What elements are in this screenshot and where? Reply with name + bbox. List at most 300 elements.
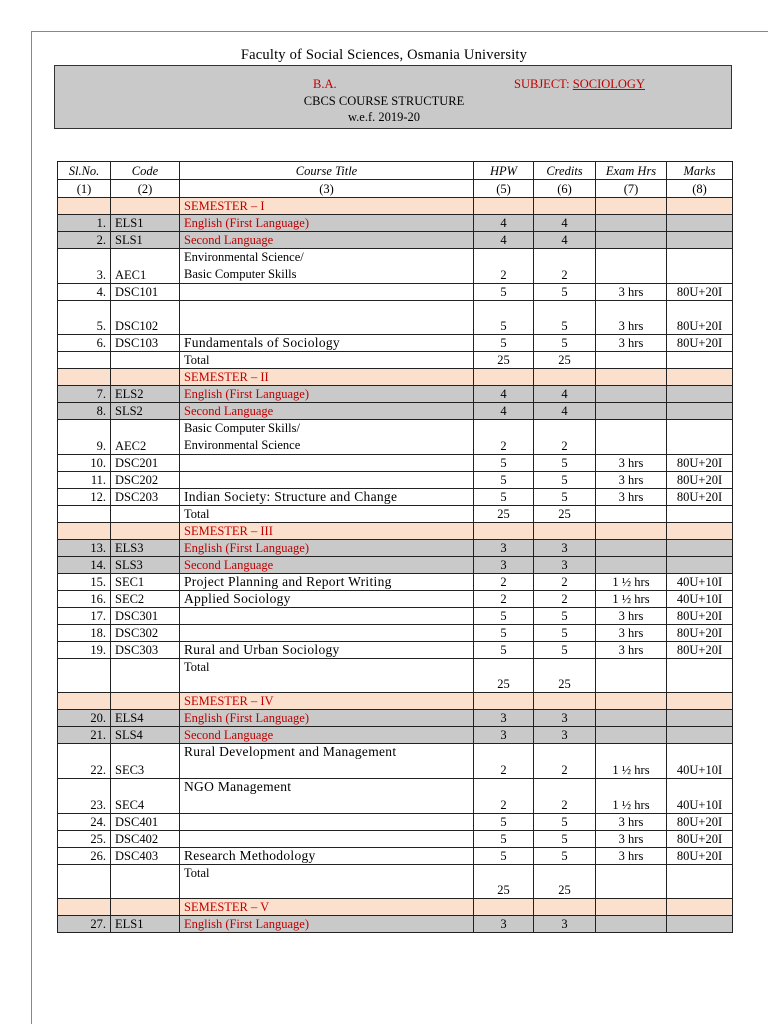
course-row xyxy=(58,608,733,625)
course-row xyxy=(58,284,733,301)
column-number: (1) xyxy=(58,180,111,198)
course-title-cell: Second Language xyxy=(180,727,474,744)
sl-no-cell: 5. xyxy=(58,301,111,335)
course-title-cell: English (First Language) xyxy=(180,710,474,727)
course-title-cell xyxy=(180,455,474,472)
course-code-cell: DSC103 xyxy=(111,335,180,352)
subject-label xyxy=(514,77,645,92)
course-row xyxy=(58,814,733,831)
course-row xyxy=(58,489,733,506)
course-title-cell xyxy=(180,420,474,455)
credits-cell xyxy=(534,523,596,540)
credits-cell: 25 xyxy=(534,865,596,899)
course-row xyxy=(58,642,733,659)
sl-no-cell: 25. xyxy=(58,831,111,848)
credits-cell: 2 xyxy=(534,249,596,284)
sl-no-cell xyxy=(58,352,111,369)
credits-cell: 3 xyxy=(534,727,596,744)
exam-cell xyxy=(596,693,667,710)
marks-cell xyxy=(667,232,733,249)
sl-no-cell: 22. xyxy=(58,744,111,779)
course-title-cell xyxy=(180,472,474,489)
sl-no-cell: 2. xyxy=(58,232,111,249)
course-code-cell: DSC203 xyxy=(111,489,180,506)
course-code-cell: DSC303 xyxy=(111,642,180,659)
exam-hrs-cell xyxy=(596,249,667,284)
course-title-cell: Second Language xyxy=(180,557,474,574)
course-title-line-2: Environmental Science xyxy=(184,438,301,452)
course-code-cell: SLS4 xyxy=(111,727,180,744)
course-code-cell xyxy=(111,659,180,693)
course-title-cell: Total xyxy=(180,506,474,523)
marks-cell xyxy=(667,352,733,369)
course-code-cell: SEC3 xyxy=(111,744,180,779)
exam-hrs-cell: 3 hrs xyxy=(596,848,667,865)
exam-hrs-cell xyxy=(596,865,667,899)
exam-hrs-cell: 3 hrs xyxy=(596,489,667,506)
course-code-cell: DSC102 xyxy=(111,301,180,335)
hpw-cell xyxy=(474,198,534,215)
column-header: Course Title xyxy=(180,162,474,180)
course-code-cell: DSC101 xyxy=(111,284,180,301)
course-title-line-1: Environmental Science/ xyxy=(184,250,304,264)
marks-cell xyxy=(667,540,733,557)
column-header: Credits xyxy=(534,162,596,180)
exam-cell xyxy=(596,523,667,540)
course-row xyxy=(58,386,733,403)
hpw-cell: 2 xyxy=(474,420,534,455)
credits-cell xyxy=(534,693,596,710)
course-code-cell: AEC2 xyxy=(111,420,180,455)
code-cell xyxy=(111,693,180,710)
course-code-cell: DSC301 xyxy=(111,608,180,625)
hpw-cell: 3 xyxy=(474,727,534,744)
course-title-cell: Rural and Urban Sociology xyxy=(180,642,474,659)
credits-cell: 2 xyxy=(534,779,596,814)
course-row xyxy=(58,848,733,865)
sl-no-cell: 14. xyxy=(58,557,111,574)
course-title-cell xyxy=(180,814,474,831)
course-code-cell: ELS1 xyxy=(111,916,180,933)
credits-cell xyxy=(534,369,596,386)
exam-hrs-cell: 1 ½ hrs xyxy=(596,744,667,779)
hpw-cell xyxy=(474,369,534,386)
code-cell xyxy=(111,899,180,916)
exam-cell xyxy=(596,369,667,386)
faculty-heading: Faculty of Social Sciences, Osmania University xyxy=(240,47,528,63)
marks-cell: 80U+20I xyxy=(667,642,733,659)
sl-no-cell: 27. xyxy=(58,916,111,933)
exam-hrs-cell xyxy=(596,727,667,744)
course-row xyxy=(58,403,733,420)
credits-cell: 5 xyxy=(534,848,596,865)
program-label: B.A. xyxy=(313,77,337,91)
exam-cell xyxy=(596,899,667,916)
hpw-cell: 2 xyxy=(474,249,534,284)
course-code-cell: SEC1 xyxy=(111,574,180,591)
hpw-cell: 5 xyxy=(474,831,534,848)
credits-cell: 5 xyxy=(534,608,596,625)
exam-hrs-cell xyxy=(596,232,667,249)
exam-cell xyxy=(596,198,667,215)
sl-no-cell: 21. xyxy=(58,727,111,744)
sl-no-cell: 7. xyxy=(58,386,111,403)
course-code-cell: SLS2 xyxy=(111,403,180,420)
marks-cell xyxy=(667,727,733,744)
credits-cell: 3 xyxy=(534,557,596,574)
marks-cell: 80U+20I xyxy=(667,489,733,506)
hpw-cell: 5 xyxy=(474,625,534,642)
marks-cell: 80U+20I xyxy=(667,472,733,489)
exam-hrs-cell xyxy=(596,215,667,232)
hpw-cell: 2 xyxy=(474,744,534,779)
hpw-cell: 4 xyxy=(474,215,534,232)
credits-cell: 4 xyxy=(534,215,596,232)
exam-hrs-cell xyxy=(596,710,667,727)
semester-row xyxy=(58,369,733,386)
exam-hrs-cell: 3 hrs xyxy=(596,301,667,335)
course-code-cell: DSC201 xyxy=(111,455,180,472)
sl-no-cell: 24. xyxy=(58,814,111,831)
credits-cell: 2 xyxy=(534,574,596,591)
marks-cell xyxy=(667,659,733,693)
code-cell xyxy=(111,369,180,386)
course-title-cell: English (First Language) xyxy=(180,386,474,403)
course-row xyxy=(58,779,733,814)
exam-hrs-cell: 3 hrs xyxy=(596,814,667,831)
course-row xyxy=(58,710,733,727)
semester-title: SEMESTER – II xyxy=(180,369,474,386)
course-title-cell xyxy=(180,249,474,284)
marks-cell xyxy=(667,557,733,574)
exam-hrs-cell xyxy=(596,659,667,693)
course-title-cell: Rural Development and Management xyxy=(180,744,474,779)
course-title-cell: English (First Language) xyxy=(180,215,474,232)
total-row xyxy=(58,865,733,899)
sl-no-cell: 11. xyxy=(58,472,111,489)
hpw-cell: 5 xyxy=(474,301,534,335)
hpw-cell: 4 xyxy=(474,232,534,249)
exam-hrs-cell: 3 hrs xyxy=(596,608,667,625)
course-row xyxy=(58,916,733,933)
sl-no-cell: 10. xyxy=(58,455,111,472)
course-title-cell xyxy=(180,625,474,642)
sl-no-cell: 4. xyxy=(58,284,111,301)
hpw-cell xyxy=(474,693,534,710)
column-header: Sl.No. xyxy=(58,162,111,180)
column-header: Marks xyxy=(667,162,733,180)
semester-title: SEMESTER – III xyxy=(180,523,474,540)
credits-cell: 4 xyxy=(534,232,596,249)
sl-no-cell: 17. xyxy=(58,608,111,625)
course-code-cell: SLS3 xyxy=(111,557,180,574)
structure-title: CBCS COURSE STRUCTURE xyxy=(303,94,465,108)
exam-hrs-cell xyxy=(596,420,667,455)
sl-no-cell: 6. xyxy=(58,335,111,352)
hpw-cell: 3 xyxy=(474,916,534,933)
course-title-cell: English (First Language) xyxy=(180,916,474,933)
hpw-cell: 4 xyxy=(474,403,534,420)
hpw-cell: 3 xyxy=(474,710,534,727)
sl-no-cell: 26. xyxy=(58,848,111,865)
hpw-cell xyxy=(474,899,534,916)
marks-cell xyxy=(667,916,733,933)
credits-cell: 5 xyxy=(534,455,596,472)
course-row xyxy=(58,574,733,591)
course-row xyxy=(58,727,733,744)
exam-hrs-cell: 3 hrs xyxy=(596,455,667,472)
marks-cell xyxy=(667,420,733,455)
exam-hrs-cell xyxy=(596,506,667,523)
course-code-cell: AEC1 xyxy=(111,249,180,284)
credits-cell: 3 xyxy=(534,540,596,557)
sl-no-cell: 16. xyxy=(58,591,111,608)
column-header: HPW xyxy=(474,162,534,180)
credits-cell: 25 xyxy=(534,659,596,693)
column-number: (5) xyxy=(474,180,534,198)
sl-no-cell: 3. xyxy=(58,249,111,284)
marks-cell xyxy=(667,710,733,727)
course-code-cell: DSC302 xyxy=(111,625,180,642)
hpw-cell: 2 xyxy=(474,574,534,591)
exam-hrs-cell xyxy=(596,916,667,933)
semester-row xyxy=(58,693,733,710)
semester-row xyxy=(58,198,733,215)
marks-cell xyxy=(667,386,733,403)
hpw-cell: 2 xyxy=(474,591,534,608)
exam-hrs-cell xyxy=(596,557,667,574)
credits-cell: 5 xyxy=(534,625,596,642)
course-row xyxy=(58,540,733,557)
course-structure-table xyxy=(57,161,733,933)
course-row xyxy=(58,625,733,642)
hpw-cell: 5 xyxy=(474,284,534,301)
marks-cell: 80U+20I xyxy=(667,848,733,865)
course-title-cell xyxy=(180,284,474,301)
credits-cell: 2 xyxy=(534,744,596,779)
hpw-cell: 5 xyxy=(474,335,534,352)
column-number: (3) xyxy=(180,180,474,198)
course-title-cell: English (First Language) xyxy=(180,540,474,557)
hpw-cell: 2 xyxy=(474,779,534,814)
course-title-cell: Total xyxy=(180,659,474,693)
hpw-cell: 5 xyxy=(474,455,534,472)
semester-title: SEMESTER – I xyxy=(180,198,474,215)
marks-cell: 80U+20I xyxy=(667,814,733,831)
course-code-cell xyxy=(111,352,180,369)
credits-cell xyxy=(534,899,596,916)
credits-cell: 5 xyxy=(534,642,596,659)
subject-value: SOCIOLOGY xyxy=(572,77,645,91)
credits-cell: 5 xyxy=(534,284,596,301)
exam-hrs-cell xyxy=(596,540,667,557)
hpw-cell: 25 xyxy=(474,352,534,369)
sl-cell xyxy=(58,693,111,710)
sl-cell xyxy=(58,899,111,916)
course-title-cell xyxy=(180,301,474,335)
marks-cell xyxy=(667,523,733,540)
hpw-cell: 5 xyxy=(474,642,534,659)
semester-row xyxy=(58,899,733,916)
marks-cell xyxy=(667,198,733,215)
course-title-cell: Research Methodology xyxy=(180,848,474,865)
marks-cell xyxy=(667,506,733,523)
course-code-cell: SEC4 xyxy=(111,779,180,814)
exam-hrs-cell: 1 ½ hrs xyxy=(596,779,667,814)
total-row xyxy=(58,506,733,523)
course-title-cell: Second Language xyxy=(180,232,474,249)
sl-no-cell: 23. xyxy=(58,779,111,814)
sl-no-cell: 12. xyxy=(58,489,111,506)
exam-hrs-cell xyxy=(596,352,667,369)
marks-cell: 40U+10I xyxy=(667,591,733,608)
credits-cell: 5 xyxy=(534,831,596,848)
course-row xyxy=(58,831,733,848)
total-row xyxy=(58,659,733,693)
hpw-cell: 5 xyxy=(474,814,534,831)
credits-cell: 2 xyxy=(534,420,596,455)
course-code-cell xyxy=(111,865,180,899)
total-row xyxy=(58,352,733,369)
exam-hrs-cell: 3 hrs xyxy=(596,472,667,489)
exam-hrs-cell: 3 hrs xyxy=(596,625,667,642)
hpw-cell: 4 xyxy=(474,386,534,403)
course-title-cell: Total xyxy=(180,865,474,899)
semester-title: SEMESTER – IV xyxy=(180,693,474,710)
sl-no-cell: 8. xyxy=(58,403,111,420)
sl-no-cell: 1. xyxy=(58,215,111,232)
course-title-cell: Second Language xyxy=(180,403,474,420)
code-cell xyxy=(111,523,180,540)
marks-cell: 80U+20I xyxy=(667,455,733,472)
sl-no-cell: 18. xyxy=(58,625,111,642)
exam-hrs-cell: 3 hrs xyxy=(596,335,667,352)
credits-cell: 4 xyxy=(534,403,596,420)
course-title-cell: Indian Society: Structure and Change xyxy=(180,489,474,506)
course-row xyxy=(58,232,733,249)
course-row xyxy=(58,420,733,455)
hpw-cell: 3 xyxy=(474,557,534,574)
course-code-cell: SLS1 xyxy=(111,232,180,249)
marks-cell: 40U+10I xyxy=(667,574,733,591)
exam-hrs-cell xyxy=(596,386,667,403)
marks-cell: 80U+20I xyxy=(667,301,733,335)
column-header-row xyxy=(58,162,733,180)
course-title-cell xyxy=(180,831,474,848)
course-row xyxy=(58,744,733,779)
course-row xyxy=(58,301,733,335)
exam-hrs-cell xyxy=(596,403,667,420)
course-code-cell: DSC401 xyxy=(111,814,180,831)
course-code-cell: DSC403 xyxy=(111,848,180,865)
course-code-cell: ELS4 xyxy=(111,710,180,727)
course-code-cell: ELS2 xyxy=(111,386,180,403)
course-row xyxy=(58,335,733,352)
marks-cell xyxy=(667,215,733,232)
sl-cell xyxy=(58,369,111,386)
credits-cell: 25 xyxy=(534,352,596,369)
course-row xyxy=(58,249,733,284)
sl-no-cell: 15. xyxy=(58,574,111,591)
marks-cell xyxy=(667,693,733,710)
sl-no-cell: 13. xyxy=(58,540,111,557)
column-header: Exam Hrs xyxy=(596,162,667,180)
course-code-cell: ELS3 xyxy=(111,540,180,557)
course-row xyxy=(58,472,733,489)
marks-cell: 80U+20I xyxy=(667,831,733,848)
course-title-cell xyxy=(180,608,474,625)
column-number: (2) xyxy=(111,180,180,198)
credits-cell: 4 xyxy=(534,386,596,403)
marks-cell xyxy=(667,865,733,899)
course-title-cell: Total xyxy=(180,352,474,369)
course-code-cell: DSC202 xyxy=(111,472,180,489)
course-title-cell: Applied Sociology xyxy=(180,591,474,608)
exam-hrs-cell: 1 ½ hrs xyxy=(596,574,667,591)
credits-cell: 3 xyxy=(534,916,596,933)
marks-cell: 40U+10I xyxy=(667,779,733,814)
semester-title: SEMESTER – V xyxy=(180,899,474,916)
credits-cell xyxy=(534,198,596,215)
column-number: (8) xyxy=(667,180,733,198)
sl-no-cell xyxy=(58,865,111,899)
sl-cell xyxy=(58,523,111,540)
credits-cell: 3 xyxy=(534,710,596,727)
code-cell xyxy=(111,198,180,215)
sl-no-cell: 9. xyxy=(58,420,111,455)
course-code-cell: SEC2 xyxy=(111,591,180,608)
marks-cell: 80U+20I xyxy=(667,335,733,352)
exam-hrs-cell: 3 hrs xyxy=(596,284,667,301)
hpw-cell: 5 xyxy=(474,848,534,865)
sl-no-cell: 20. xyxy=(58,710,111,727)
column-number: (6) xyxy=(534,180,596,198)
marks-cell: 80U+20I xyxy=(667,608,733,625)
credits-cell: 5 xyxy=(534,489,596,506)
credits-cell: 2 xyxy=(534,591,596,608)
course-code-cell xyxy=(111,506,180,523)
column-number: (7) xyxy=(596,180,667,198)
sl-cell xyxy=(58,198,111,215)
column-number-row xyxy=(58,180,733,198)
course-title-line-2: Basic Computer Skills xyxy=(184,267,297,281)
course-row xyxy=(58,455,733,472)
marks-cell xyxy=(667,249,733,284)
hpw-cell: 25 xyxy=(474,506,534,523)
credits-cell: 5 xyxy=(534,335,596,352)
marks-cell: 80U+20I xyxy=(667,625,733,642)
marks-cell: 80U+20I xyxy=(667,284,733,301)
course-row xyxy=(58,215,733,232)
course-title-line-1: Basic Computer Skills/ xyxy=(184,421,300,435)
sl-no-cell: 19. xyxy=(58,642,111,659)
course-code-cell: ELS1 xyxy=(111,215,180,232)
course-title-cell: NGO Management xyxy=(180,779,474,814)
course-code-cell: DSC402 xyxy=(111,831,180,848)
sl-no-cell xyxy=(58,506,111,523)
exam-hrs-cell: 3 hrs xyxy=(596,642,667,659)
sl-no-cell xyxy=(58,659,111,693)
subject-prefix: SUBJECT: xyxy=(514,77,570,91)
hpw-cell: 5 xyxy=(474,472,534,489)
hpw-cell: 25 xyxy=(474,659,534,693)
course-title-cell: Fundamentals of Sociology xyxy=(180,335,474,352)
marks-cell xyxy=(667,403,733,420)
marks-cell xyxy=(667,369,733,386)
course-row xyxy=(58,591,733,608)
hpw-cell: 5 xyxy=(474,608,534,625)
exam-hrs-cell: 1 ½ hrs xyxy=(596,591,667,608)
